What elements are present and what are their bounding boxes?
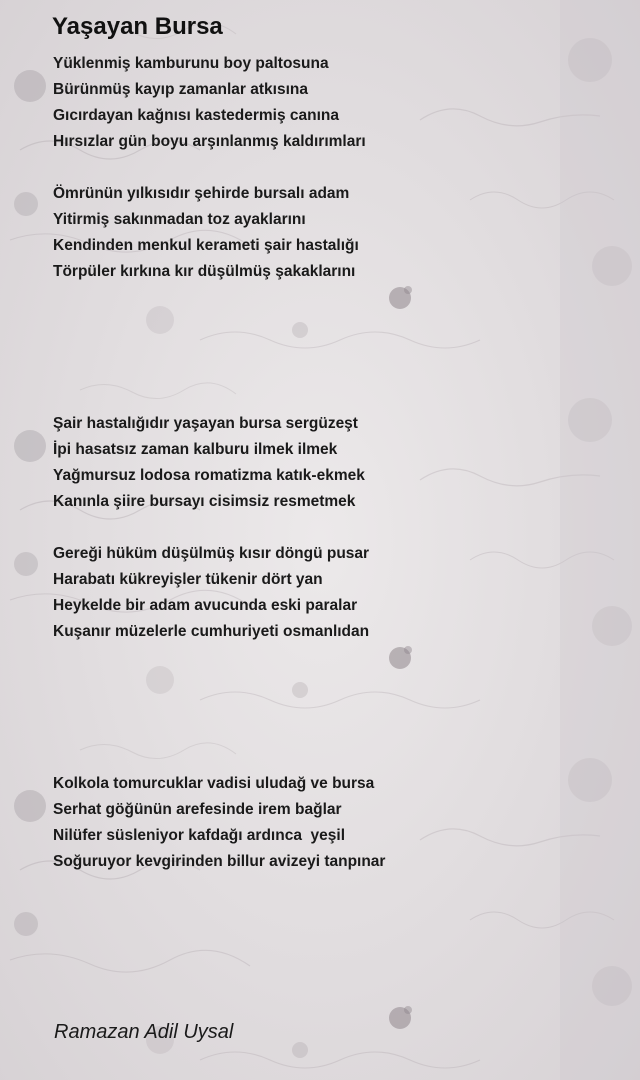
poem-line: Ömrünün yılkısıdır şehirde bursalı adam [53,185,350,202]
poem-line: Kanınla şiire bursayı cisimsiz resmetmek [53,493,356,510]
stanza-4 [53,541,369,645]
poem-line: Şair hastalığıdır yaşayan bursa sergüzeşt [53,415,358,432]
poem-title: Yaşayan Bursa [52,13,223,40]
poem-line: Kuşanır müzelerle cumhuriyeti osmanlıdan [53,623,370,640]
poem-line: Gereği hüküm düşülmüş kısır döngü pusar [53,545,370,562]
poem-line: İpi hasatsız zaman kalburu ilmek ilmek [53,441,338,458]
stanza-2 [53,181,359,285]
poem-line: Heykelde bir adam avucunda eski paralar [53,597,358,614]
stanza-1 [53,51,366,155]
poem-line: Hırsızlar gün boyu arşınlanmış kaldırımları [53,133,366,150]
poem-author: Ramazan Adil Uysal [54,1021,234,1043]
poem-line: Kendinden menkul kerameti şair hastalığı [53,237,359,254]
poem-line: Bürünmüş kayıp zamanlar atkısına [53,81,308,98]
poem-line: Yüklenmiş kamburunu boy paltosuna [53,55,329,72]
poem-line: Serhat göğünün arefesinde irem bağlar [53,801,342,818]
poem-line: Yağmursuz lodosa romatizma katık-ekmek [53,467,365,484]
poem-line: Törpüler kırkına kır düşülmüş şakaklarını [53,263,356,280]
stanza-5 [53,771,385,875]
poem-line: Nilüfer süsleniyor kafdağı ardınca yeşil [53,827,346,844]
poem-line: Soğuruyor kevgirinden billur avizeyi tanpınar [53,853,386,870]
poem-line: Yitirmiş sakınmadan toz ayaklarını [53,211,306,228]
poem-line: Harabatı kükreyişler tükenir dört yan [53,571,323,588]
stanza-3 [53,411,365,515]
poem-line: Kolkola tomurcuklar vadisi uludağ ve bursa [53,775,375,792]
poem-line: Gıcırdayan kağnısı kastedermiş canına [53,107,340,124]
